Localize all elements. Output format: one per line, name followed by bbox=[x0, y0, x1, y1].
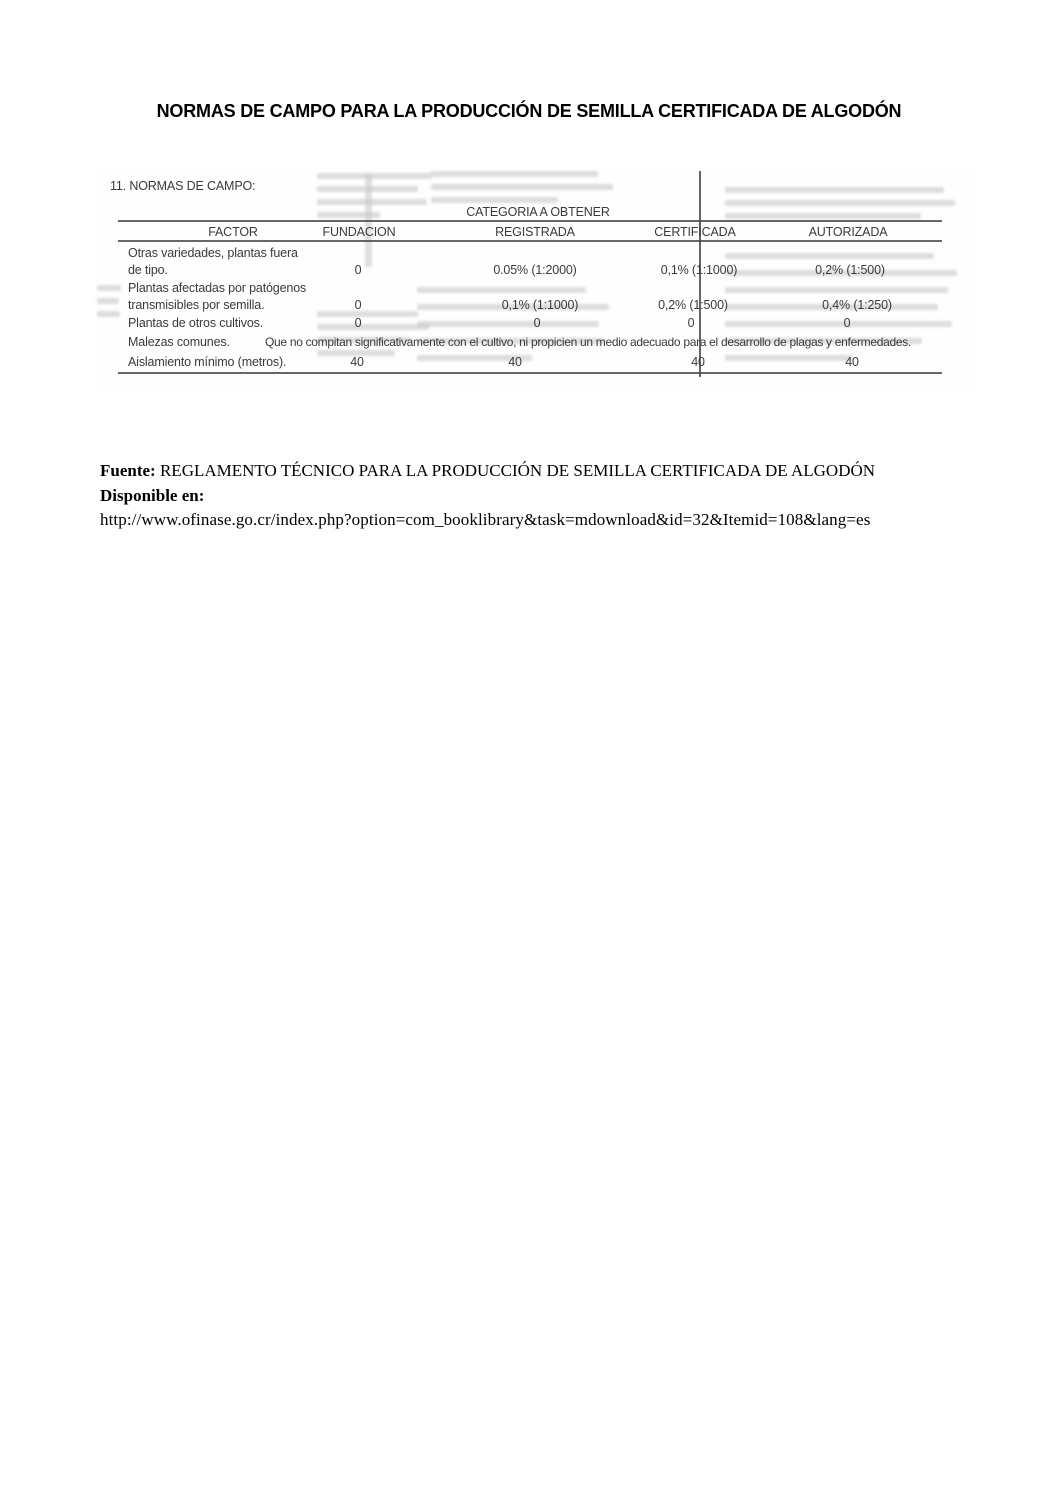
column-header-certificada: CERTIFICADA bbox=[654, 225, 736, 239]
row1-autorizada: 0,2% (1:500) bbox=[815, 263, 885, 277]
row2-factor-line1: Plantas afectadas por patógenos bbox=[128, 281, 307, 295]
table-category-header: CATEGORIA A OBTENER bbox=[466, 205, 610, 219]
row2-certificada: 0,2% (1:500) bbox=[658, 298, 728, 312]
row5-factor: Aislamiento mínimo (metros). bbox=[128, 355, 287, 369]
column-header-factor: FACTOR bbox=[208, 225, 258, 239]
row5-certificada: 40 bbox=[691, 355, 705, 369]
column-header-autorizada: AUTORIZADA bbox=[808, 225, 888, 239]
row4-note: Que no compitan significativamente con el cultivo, ni propicien un medio adecuado para el desarrollo de plagas y enfermedades. bbox=[265, 335, 911, 349]
row1-factor-line2: de tipo. bbox=[128, 263, 168, 277]
source-url: http://www.ofinase.go.cr/index.php?option=com_booklibrary&task=mdownload&id=32&Itemid=108&lang=es bbox=[100, 510, 871, 529]
table-rule-top bbox=[118, 220, 942, 222]
row2-factor-line2: transmisibles por semilla. bbox=[128, 298, 265, 312]
row1-factor-line1: Otras variedades, plantas fuera bbox=[128, 246, 298, 260]
row2-registrada: 0,1% (1:1000) bbox=[501, 298, 579, 312]
row1-fundacion: 0 bbox=[354, 263, 362, 277]
column-header-fundacion: FUNDACION bbox=[322, 225, 396, 239]
row5-fundacion: 40 bbox=[350, 355, 364, 369]
disponible-label: Disponible en: bbox=[100, 485, 205, 505]
row2-fundacion: 0 bbox=[354, 298, 362, 312]
fuente-line bbox=[100, 459, 1000, 484]
fuente-text: REGLAMENTO TÉCNICO PARA LA PRODUCCIÓN DE SEMILLA CERTIFICADA DE ALGODÓN bbox=[159, 461, 876, 480]
row1-registrada: 0.05% (1:2000) bbox=[493, 263, 577, 277]
row5-autorizada: 40 bbox=[845, 355, 859, 369]
fuente-label: Fuente: bbox=[100, 461, 156, 480]
row3-fundacion: 0 bbox=[354, 316, 362, 330]
row3-autorizada: 0 bbox=[843, 316, 851, 330]
citation-block bbox=[100, 459, 1000, 533]
page-title: NORMAS DE CAMPO PARA LA PRODUCCIÓN DE SEMILLA CERTIFICADA DE ALGODÓN bbox=[156, 101, 902, 121]
row5-registrada: 40 bbox=[508, 355, 522, 369]
row1-certificada: 0,1% (1:1000) bbox=[660, 263, 738, 277]
scanned-table-image bbox=[95, 165, 975, 390]
table-rule-bottom bbox=[118, 372, 942, 374]
scan-artifact-smudge bbox=[97, 285, 121, 324]
row2-autorizada: 0,4% (1:250) bbox=[822, 298, 892, 312]
column-header-registrada: REGISTRADA bbox=[495, 225, 575, 239]
row3-certificada: 0 bbox=[687, 316, 695, 330]
row3-registrada: 0 bbox=[533, 316, 541, 330]
row3-factor: Plantas de otros cultivos. bbox=[128, 316, 264, 330]
row4-factor: Malezas comunes. bbox=[128, 335, 230, 349]
disponible-line bbox=[100, 484, 1000, 509]
table-section-label: 11. NORMAS DE CAMPO: bbox=[110, 179, 256, 193]
scan-artifact-smudge bbox=[317, 173, 432, 225]
table-rule-header bbox=[118, 240, 942, 242]
